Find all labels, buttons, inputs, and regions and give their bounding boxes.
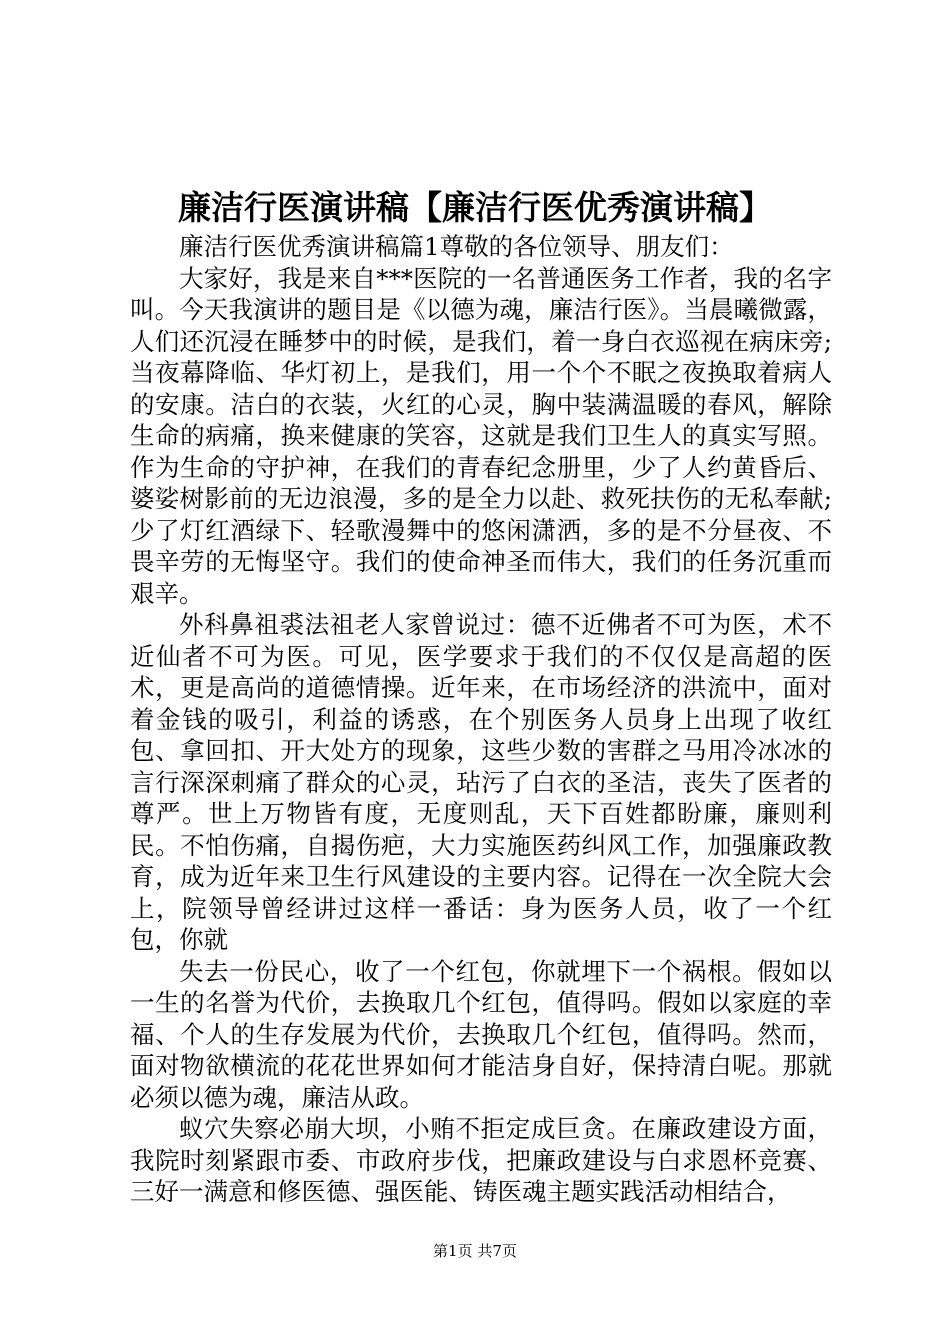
document-title: 廉洁行医演讲稿【廉洁行医优秀演讲稿】 — [178, 188, 772, 227]
total-pages: 7 — [492, 1242, 502, 1260]
total-prefix: 共 — [477, 1242, 493, 1260]
page-footer — [0, 1240, 950, 1262]
paragraph: 大家好，我是来自***医院的一名普通医务工作者，我的名字叫。今天我演讲的题目是《以德为魂，廉洁行医》。当晨曦微露，人们还沉浸在睡梦中的时候，是我们，着一身白衣巡视在病床旁;当夜幕降临、华灯初上，是我们，用一个个不眠之夜换取着病人的安康。洁白的衣装，火红的心灵，胸中装满温暖的春风，解除生命的病痛，换来健康的笑容，这就是我们卫生人的真实写照。作为生命的守护神，在我们的青春纪念册里，少了人约黄昏后、婆娑树影前的无边浪漫，多的是全力以赴、救死扶伤的无私奉献;少了灯红酒绿下、轻歌漫舞中的悠闲潇洒，多的是不分昼夜、不畏辛劳的无悔坚守。我们的使命神圣而伟大，我们的任务沉重而艰辛。 — [130, 263, 832, 608]
paragraph: 失去一份民心，收了一个红包，你就埋下一个祸根。假如以一生的名誉为代价，去换取几个红包，值得吗。假如以家庭的幸福、个人的生存发展为代价，去换取几个红包，值得吗。然而，面对物欲横流的花花世界如何才能洁身自好，保持清白呢。那就必须以德为魂，廉洁从政。 — [130, 956, 832, 1112]
document-body — [130, 231, 832, 1208]
page-unit: 页 — [457, 1242, 473, 1260]
total-unit: 页 — [501, 1242, 517, 1260]
page-prefix: 第 — [433, 1242, 449, 1260]
paragraph: 廉洁行医优秀演讲稿篇1尊敬的各位领导、朋友们： — [179, 232, 734, 261]
paragraph: 蚁穴失察必崩大坝，小贿不拒定成巨贪。在廉政建设方面，我院时刻紧跟市委、市政府步伐，把廉政建设与白求恩杯竞赛、三好一满意和修医德、强医能、铸医魂主题实践活动相结合， — [130, 1114, 832, 1206]
page-number: 1 — [448, 1242, 458, 1260]
paragraph: 外科鼻祖裘法祖老人家曾说过：德不近佛者不可为医，术不近仙者不可为医。可见，医学要求于我们的不仅仅是高超的医术，更是高尚的道德情操。近年来，在市场经济的洪流中，面对着金钱的吸引，利益的诱惑，在个别医务人员身上出现了收红包、拿回扣、开大处方的现象，这些少数的害群之马用冷冰冰的言行深深刺痛了群众的心灵，玷污了白衣的圣洁，丧失了医者的尊严。世上万物皆有度，无度则乱，天下百姓都盼廉，廉则利民。不怕伤痛，自揭伤疤，大力实施医药纠风工作，加强廉政教育，成为近年来卫生行风建设的主要内容。记得在一次全院大会上，院领导曾经讲过这样一番话：身为医务人员，收了一个红包，你就 — [130, 610, 832, 954]
